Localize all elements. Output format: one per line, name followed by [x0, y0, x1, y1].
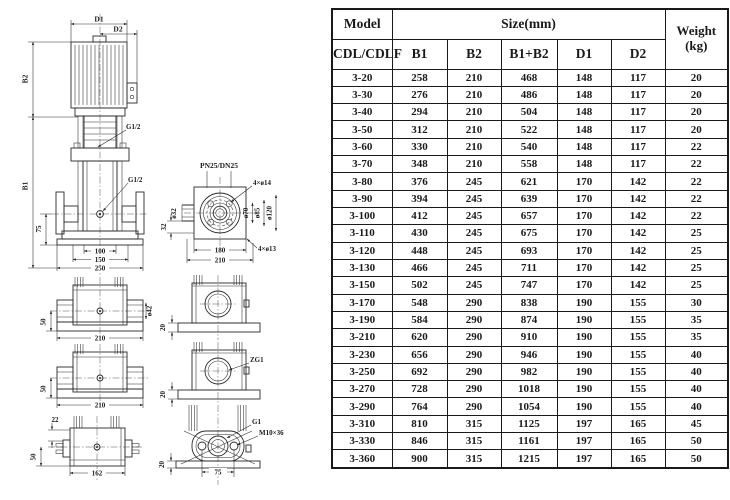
port-label-g12-top: G1/2 — [126, 123, 141, 131]
size-cell: 468 — [501, 69, 557, 86]
size-cell: 25 — [665, 277, 728, 294]
dim-label-32: 32 — [160, 223, 168, 231]
dim-label-180: 180 — [214, 246, 226, 255]
size-cell: 148 — [557, 138, 611, 155]
size-cell: 35 — [665, 329, 728, 346]
size-cell: 1054 — [501, 398, 557, 415]
dia-label-pipe: ø32 — [170, 208, 178, 219]
table-row — [332, 86, 728, 103]
table-row — [332, 381, 728, 398]
header-col-b1: B1 — [392, 39, 447, 69]
size-cell: 502 — [392, 277, 447, 294]
size-cell: 657 — [501, 208, 557, 225]
dim-label-d1: D1 — [94, 14, 104, 24]
table-row — [332, 277, 728, 294]
size-table — [331, 8, 729, 469]
size-cell: 210 — [447, 156, 501, 173]
size-cell: 245 — [447, 225, 501, 242]
base-view-3 — [30, 416, 143, 480]
table-row — [332, 415, 728, 432]
size-cell: 448 — [392, 242, 447, 259]
size-cell: 165 — [611, 433, 665, 450]
size-cell: 466 — [392, 259, 447, 276]
size-cell: 245 — [447, 190, 501, 207]
size-cell: 35 — [665, 311, 728, 328]
size-cell: 1125 — [501, 415, 557, 432]
model-cell: 3-30 — [332, 86, 392, 103]
dim-label-50-c: 50 — [29, 453, 38, 461]
dim-label-250: 250 — [94, 264, 106, 273]
table-row — [332, 450, 728, 468]
terminal-box — [127, 83, 137, 103]
size-cell: 117 — [611, 69, 665, 86]
size-cell: 245 — [447, 173, 501, 190]
size-cell: 190 — [557, 363, 611, 380]
port-label-zg1: ZG1 — [250, 356, 264, 364]
table-row — [332, 363, 728, 380]
size-cell: 846 — [392, 433, 447, 450]
side-view-1 — [159, 275, 260, 340]
dim-label-50-b: 50 — [39, 385, 48, 393]
header-model-sub: CDL/CDLF — [332, 39, 392, 69]
size-cell: 142 — [611, 242, 665, 259]
size-cell: 142 — [611, 190, 665, 207]
size-cell: 148 — [557, 69, 611, 86]
size-cell: 190 — [557, 381, 611, 398]
size-cell: 170 — [557, 225, 611, 242]
size-cell: 504 — [501, 104, 557, 121]
model-cell: 3-40 — [332, 104, 392, 121]
table-row — [332, 173, 728, 190]
size-cell: 190 — [557, 398, 611, 415]
size-cell: 639 — [501, 190, 557, 207]
size-cell: 764 — [392, 398, 447, 415]
size-cell: 210 — [447, 121, 501, 138]
size-cell: 982 — [501, 363, 557, 380]
dim-label-22: 22 — [51, 416, 59, 424]
size-cell: 656 — [392, 346, 447, 363]
size-cell: 117 — [611, 104, 665, 121]
dim-label-75: 75 — [35, 225, 43, 233]
table-row — [332, 329, 728, 346]
size-cell: 117 — [611, 121, 665, 138]
header-col-b1b2: B1+B2 — [501, 39, 557, 69]
size-cell: 711 — [501, 259, 557, 276]
dim-label-75-f: 75 — [214, 468, 222, 477]
dim-label-20-f: 20 — [158, 461, 166, 468]
size-cell: 620 — [392, 329, 447, 346]
header-size-group: Size(mm) — [392, 9, 665, 39]
size-cell: 290 — [447, 363, 501, 380]
dim-label-210-b: 210 — [94, 401, 106, 410]
size-table-body — [332, 69, 728, 468]
size-cell: 245 — [447, 277, 501, 294]
size-cell: 693 — [501, 242, 557, 259]
model-cell: 3-20 — [332, 69, 392, 86]
size-cell: 621 — [501, 173, 557, 190]
table-row — [332, 398, 728, 415]
dia-label-85: ø85 — [253, 207, 262, 219]
size-cell: 197 — [557, 450, 611, 468]
size-cell: 486 — [501, 86, 557, 103]
size-cell: 290 — [447, 346, 501, 363]
side-view-2 — [159, 342, 264, 407]
model-cell: 3-190 — [332, 311, 392, 328]
size-cell: 20 — [665, 69, 728, 86]
size-cell: 142 — [611, 277, 665, 294]
size-cell: 170 — [557, 173, 611, 190]
flange-top-view — [160, 161, 276, 265]
size-cell: 142 — [611, 225, 665, 242]
size-cell: 522 — [501, 121, 557, 138]
table-row — [332, 121, 728, 138]
size-cell: 40 — [665, 381, 728, 398]
model-cell: 3-330 — [332, 433, 392, 450]
size-cell: 40 — [665, 346, 728, 363]
model-cell: 3-310 — [332, 415, 392, 432]
size-cell: 170 — [557, 208, 611, 225]
size-cell: 155 — [611, 294, 665, 311]
table-row — [332, 104, 728, 121]
size-cell: 584 — [392, 311, 447, 328]
size-cell: 1215 — [501, 450, 557, 468]
size-cell: 210 — [447, 138, 501, 155]
holes-label-13: 4×ø13 — [258, 245, 276, 253]
size-cell: 20 — [665, 121, 728, 138]
size-cell: 394 — [392, 190, 447, 207]
size-cell: 142 — [611, 173, 665, 190]
size-cell: 45 — [665, 415, 728, 432]
size-cell: 148 — [557, 156, 611, 173]
size-cell: 245 — [447, 208, 501, 225]
size-cell: 315 — [447, 450, 501, 468]
size-table-header — [332, 9, 728, 69]
model-cell: 3-100 — [332, 208, 392, 225]
size-cell: 22 — [665, 156, 728, 173]
size-cell: 276 — [392, 86, 447, 103]
size-cell: 148 — [557, 104, 611, 121]
dim-label-162: 162 — [91, 469, 103, 478]
size-cell: 22 — [665, 173, 728, 190]
size-cell: 197 — [557, 433, 611, 450]
dia-label-70: ø70 — [242, 207, 250, 219]
model-cell: 3-50 — [332, 121, 392, 138]
size-cell: 40 — [665, 398, 728, 415]
header-col-d2: D2 — [611, 39, 665, 69]
size-cell: 290 — [447, 381, 501, 398]
header-col-b2: B2 — [447, 39, 501, 69]
size-cell: 412 — [392, 208, 447, 225]
size-cell: 170 — [557, 259, 611, 276]
size-table-wrap — [331, 8, 728, 469]
dim-label-20-d: 20 — [159, 324, 167, 331]
dim-label-100: 100 — [94, 247, 106, 256]
size-cell: 190 — [557, 311, 611, 328]
size-cell: 294 — [392, 104, 447, 121]
model-cell: 3-210 — [332, 329, 392, 346]
model-cell: 3-150 — [332, 277, 392, 294]
header-model: Model — [332, 9, 392, 39]
model-cell: 3-360 — [332, 450, 392, 468]
size-cell: 142 — [611, 259, 665, 276]
header-weight-line2: (kg) — [685, 38, 708, 54]
dim-label-b2: B2 — [20, 74, 30, 84]
size-cell: 30 — [665, 294, 728, 311]
header-weight-line1: Weight — [676, 23, 717, 39]
discharge-flange — [136, 192, 144, 234]
size-cell: 20 — [665, 86, 728, 103]
size-cell: 376 — [392, 173, 447, 190]
size-cell: 747 — [501, 277, 557, 294]
size-cell: 117 — [611, 138, 665, 155]
size-cell: 155 — [611, 329, 665, 346]
size-cell: 838 — [501, 294, 557, 311]
size-cell: 245 — [447, 259, 501, 276]
size-cell: 692 — [392, 363, 447, 380]
base-view-2 — [40, 344, 151, 410]
size-cell: 25 — [665, 225, 728, 242]
size-cell: 148 — [557, 86, 611, 103]
motor-cap — [93, 36, 106, 42]
table-row — [332, 294, 728, 311]
table-row — [332, 156, 728, 173]
model-cell: 3-250 — [332, 363, 392, 380]
size-cell: 155 — [611, 363, 665, 380]
dim-label-210-flange: 210 — [214, 256, 226, 265]
size-cell: 1161 — [501, 433, 557, 450]
size-cell: 50 — [665, 450, 728, 468]
size-cell: 170 — [557, 277, 611, 294]
size-cell: 1018 — [501, 381, 557, 398]
size-cell: 190 — [557, 346, 611, 363]
size-cell: 312 — [392, 121, 447, 138]
model-cell: 3-290 — [332, 398, 392, 415]
size-cell: 155 — [611, 311, 665, 328]
size-cell: 430 — [392, 225, 447, 242]
size-cell: 348 — [392, 156, 447, 173]
table-row — [332, 259, 728, 276]
size-cell: 22 — [665, 138, 728, 155]
model-cell: 3-90 — [332, 190, 392, 207]
size-cell: 810 — [392, 415, 447, 432]
size-cell: 155 — [611, 398, 665, 415]
dim-label-50-a: 50 — [39, 318, 48, 326]
dim-label-150: 150 — [94, 256, 106, 264]
size-cell: 22 — [665, 190, 728, 207]
size-cell: 210 — [447, 86, 501, 103]
model-cell: 3-120 — [332, 242, 392, 259]
model-cell: 3-230 — [332, 346, 392, 363]
size-cell: 946 — [501, 346, 557, 363]
size-cell: 197 — [557, 415, 611, 432]
size-cell: 165 — [611, 415, 665, 432]
size-cell: 290 — [447, 329, 501, 346]
model-cell: 3-80 — [332, 173, 392, 190]
model-cell: 3-70 — [332, 156, 392, 173]
size-cell: 142 — [611, 208, 665, 225]
dim-label-210-a: 210 — [94, 334, 106, 343]
size-cell: 22 — [665, 208, 728, 225]
size-cell: 40 — [665, 363, 728, 380]
dim-label-20-e: 20 — [159, 391, 167, 398]
size-cell: 25 — [665, 259, 728, 276]
size-cell: 558 — [501, 156, 557, 173]
suction-flange — [56, 192, 64, 234]
size-cell: 900 — [392, 450, 447, 468]
size-cell: 290 — [447, 311, 501, 328]
header-col-d1: D1 — [557, 39, 611, 69]
table-row — [332, 242, 728, 259]
size-cell: 258 — [392, 69, 447, 86]
port-label-g1: G1 — [252, 418, 261, 426]
size-cell: 25 — [665, 242, 728, 259]
model-cell: 3-110 — [332, 225, 392, 242]
header-weight — [665, 9, 728, 69]
size-cell: 290 — [447, 398, 501, 415]
table-row — [332, 190, 728, 207]
size-cell: 548 — [392, 294, 447, 311]
holes-label-14: 4×ø14 — [253, 179, 271, 187]
side-view-3 — [158, 405, 284, 485]
flange-title: PN25/DN25 — [200, 161, 238, 170]
base-view-1 — [40, 277, 154, 343]
table-row — [332, 433, 728, 450]
dia-label-42: ø42 — [145, 305, 154, 317]
technical-drawing — [0, 0, 330, 500]
size-cell: 155 — [611, 381, 665, 398]
model-cell: 3-270 — [332, 381, 392, 398]
model-cell: 3-170 — [332, 294, 392, 311]
size-cell: 540 — [501, 138, 557, 155]
dim-label-d2: D2 — [113, 24, 123, 34]
model-cell: 3-60 — [332, 138, 392, 155]
model-cell: 3-130 — [332, 259, 392, 276]
size-cell: 50 — [665, 433, 728, 450]
size-cell: 117 — [611, 156, 665, 173]
port-label-g12-mid: G1/2 — [128, 176, 143, 184]
dia-label-120: ø120 — [265, 206, 274, 220]
pump-front-view — [21, 14, 149, 276]
bolt-label-m10: M10×36 — [259, 429, 284, 437]
table-row — [332, 208, 728, 225]
table-row — [332, 69, 728, 86]
size-cell: 170 — [557, 242, 611, 259]
size-cell: 155 — [611, 346, 665, 363]
table-row — [332, 311, 728, 328]
size-cell: 330 — [392, 138, 447, 155]
size-cell: 190 — [557, 294, 611, 311]
size-cell: 210 — [447, 104, 501, 121]
size-cell: 245 — [447, 242, 501, 259]
table-row — [332, 346, 728, 363]
table-row — [332, 225, 728, 242]
table-row — [332, 138, 728, 155]
size-cell: 210 — [447, 69, 501, 86]
size-cell: 910 — [501, 329, 557, 346]
size-cell: 315 — [447, 433, 501, 450]
size-cell: 20 — [665, 104, 728, 121]
dim-label-b1: B1 — [20, 181, 30, 191]
size-cell: 165 — [611, 450, 665, 468]
size-cell: 117 — [611, 86, 665, 103]
size-cell: 170 — [557, 190, 611, 207]
size-cell: 728 — [392, 381, 447, 398]
size-cell: 874 — [501, 311, 557, 328]
size-cell: 148 — [557, 121, 611, 138]
size-cell: 675 — [501, 225, 557, 242]
size-cell: 190 — [557, 329, 611, 346]
size-cell: 290 — [447, 294, 501, 311]
size-cell: 315 — [447, 415, 501, 432]
